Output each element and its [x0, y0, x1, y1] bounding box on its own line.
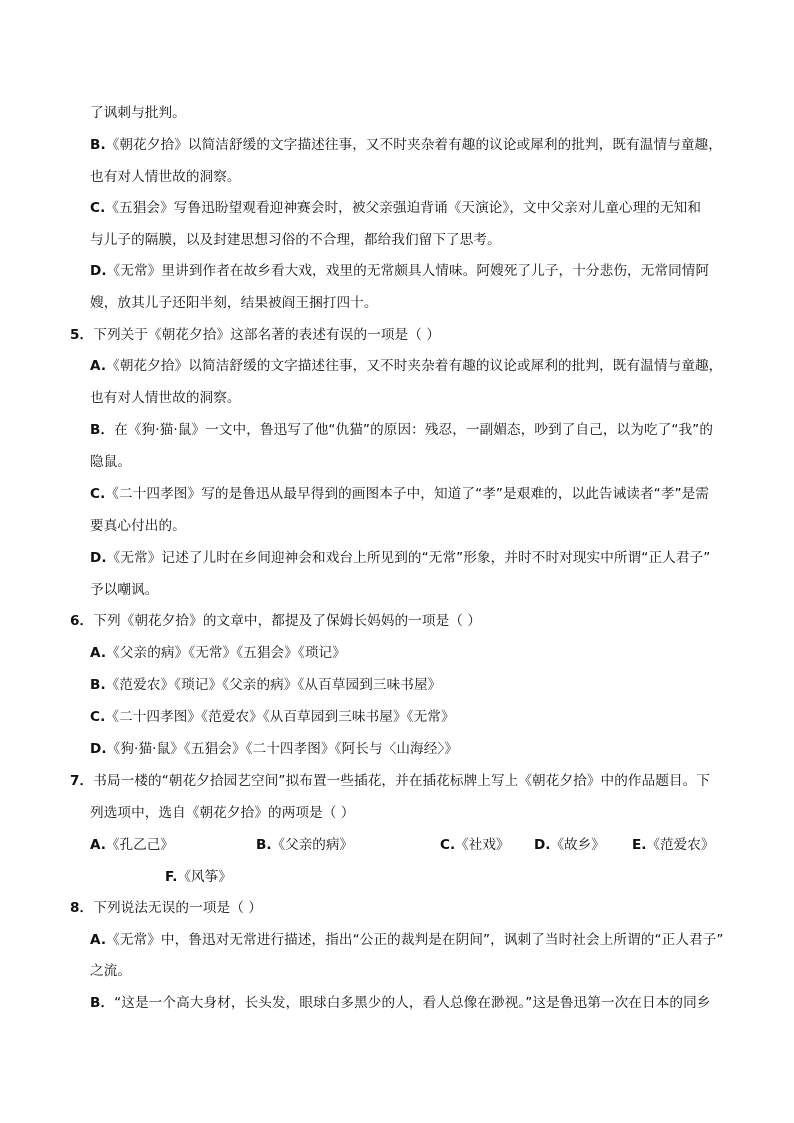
line-text: 下列关于《朝花夕拾》这部名著的表述有误的一项是（ ）	[93, 327, 441, 343]
text-line	[90, 517, 186, 535]
option-label: B．	[90, 422, 115, 438]
line-text: 予以嘲讽。	[90, 582, 159, 598]
text-line	[90, 199, 701, 217]
option-label: C.	[440, 837, 456, 853]
text-line	[90, 644, 346, 662]
question-number: 8．	[70, 900, 94, 916]
option-label: C.	[90, 486, 106, 502]
option-label: D.	[90, 741, 107, 757]
text-line	[90, 104, 186, 122]
line-text: 下列说法无误的一项是（ ）	[93, 900, 263, 916]
line-text: 《狗·猫·鼠》《五猖会》《二十四孝图》《阿长与〈山海经〉》	[106, 741, 459, 757]
line-text: 要真心付出的。	[90, 518, 186, 534]
text-line	[90, 421, 713, 439]
line-text: 《无常》记述了儿时在乡间迎神会和戏台上所见到的“无常”形象，并时不时对现实中所谓“正人君子”	[106, 550, 711, 566]
option-label: B.	[90, 137, 106, 153]
question-number: 7．	[70, 773, 94, 789]
option-label: D.	[90, 263, 107, 279]
line-text: 《朝花夕拾》以简洁舒缓的文字描述往事，又不时夹杂着有趣的议论或犀利的批判，既有温情与童趣，	[106, 358, 723, 374]
text-line	[90, 931, 724, 949]
text-line	[70, 772, 710, 790]
line-text: 下列《朝花夕拾》的文章中，都提及了保姆长妈妈的一项是（ ）	[93, 613, 482, 629]
option-text: 《社戏》	[455, 837, 510, 853]
option-label: F.	[165, 869, 178, 885]
text-line	[90, 994, 710, 1012]
text-line	[90, 549, 710, 567]
option-label: A.	[90, 358, 107, 374]
line-text: 《二十四孝图》写的是鲁迅从最早得到的画图本子中，知道了“孝”是艰难的，以此告诫读者“孝”是需	[105, 486, 710, 502]
option-text: 《孔乙己》	[105, 837, 174, 853]
q7-choice	[440, 836, 510, 854]
text-line	[90, 581, 158, 599]
line-text: 在《狗·猫·鼠》一文中，鲁迅写了他“仇猫”的原因：残忍，一副媚态，吵到了自己，以为吃了“我”的	[114, 422, 714, 438]
text-line	[90, 708, 455, 726]
option-label: B.	[90, 677, 106, 693]
text-line	[90, 262, 709, 280]
option-label: D.	[90, 550, 107, 566]
text-line	[70, 899, 262, 917]
line-text: 隐鼠。	[90, 454, 132, 470]
option-label: D.	[534, 837, 551, 853]
option-text: 《故乡》	[550, 837, 605, 853]
line-text: 《无常》中，鲁迅对无常进行描述，指出“公正的裁判是在阴间”，讽刺了当时社会上所谓的“正人君子”	[106, 932, 724, 948]
line-text: 《朝花夕拾》以简洁舒缓的文字描述往事，又不时夹杂着有趣的议论或犀利的批判，既有温情与童趣，	[105, 137, 722, 153]
option-label: B.	[256, 837, 272, 853]
line-text: 《父亲的病》《无常》《五猖会》《琐记》	[106, 645, 346, 661]
line-text: 《五猖会》写鲁迅盼望观看迎神赛会时，被父亲强迫背诵《天演论》，文中父亲对儿童心理的无知和	[105, 200, 702, 216]
text-line	[90, 294, 378, 312]
line-text: “这是一个高大身材，长头发，眼球白多黑少的人，看人总像在渺视。”这是鲁迅第一次在日本的同乡	[114, 995, 711, 1011]
option-label: C.	[90, 709, 106, 725]
line-text: 也有对人情世故的洞察。	[90, 169, 241, 185]
option-text: 《范爱农》	[646, 837, 715, 853]
text-line	[90, 136, 722, 154]
option-label: A.	[90, 932, 107, 948]
option-label: C.	[90, 200, 106, 216]
option-label: E.	[632, 837, 647, 853]
q7-choice	[534, 836, 605, 854]
option-label: B．	[90, 995, 115, 1011]
option-label: A.	[90, 837, 106, 853]
line-text: 《无常》里讲到作者在故乡看大戏，戏里的无常颇具人情味。阿嫂死了儿子，十分悲伤，无常同情阿	[106, 263, 710, 279]
q7-choice	[632, 836, 714, 854]
text-line	[90, 231, 501, 249]
question-number: 5．	[70, 327, 94, 343]
question-number: 6．	[70, 613, 94, 629]
text-line	[70, 326, 440, 344]
line-text: 嫂，放其儿子还阳半刻，结果被阎王捆打四十。	[90, 295, 378, 311]
text-line	[90, 485, 709, 503]
line-text: 之流。	[90, 963, 132, 979]
q7-choice	[256, 836, 353, 854]
option-text: 《风筝》	[177, 869, 232, 885]
text-line	[90, 962, 131, 980]
option-text: 《父亲的病》	[271, 837, 354, 853]
text-line	[70, 612, 481, 630]
line-text: 与儿子的隔膜，以及封建思想习俗的不合理，都给我们留下了思考。	[90, 232, 501, 248]
text-line	[90, 676, 441, 694]
line-text: 也有对人情世故的洞察。	[90, 390, 241, 406]
option-label: A.	[90, 645, 107, 661]
text-line	[90, 389, 241, 407]
line-text: 《范爱农》《琐记》《父亲的病》《从百草园到三味书屋》	[105, 677, 442, 693]
text-line	[90, 168, 241, 186]
text-line	[90, 357, 722, 375]
line-text: 书局一楼的“朝花夕拾园艺空间”拟布置一些插花，并在插花标牌上写上《朝花夕拾》中的作品题目。下	[93, 773, 711, 789]
q7-choice	[90, 836, 174, 854]
text-line	[90, 740, 458, 758]
line-text: 了讽刺与批判。	[90, 105, 186, 121]
line-text: 《二十四孝图》《范爱农》《从百草园到三味书屋》《无常》	[105, 709, 455, 725]
q7-choice	[165, 868, 232, 886]
text-line	[90, 453, 131, 471]
text-line	[90, 804, 355, 822]
line-text: 列选项中，选自《朝花夕拾》的两项是（ ）	[90, 805, 355, 821]
